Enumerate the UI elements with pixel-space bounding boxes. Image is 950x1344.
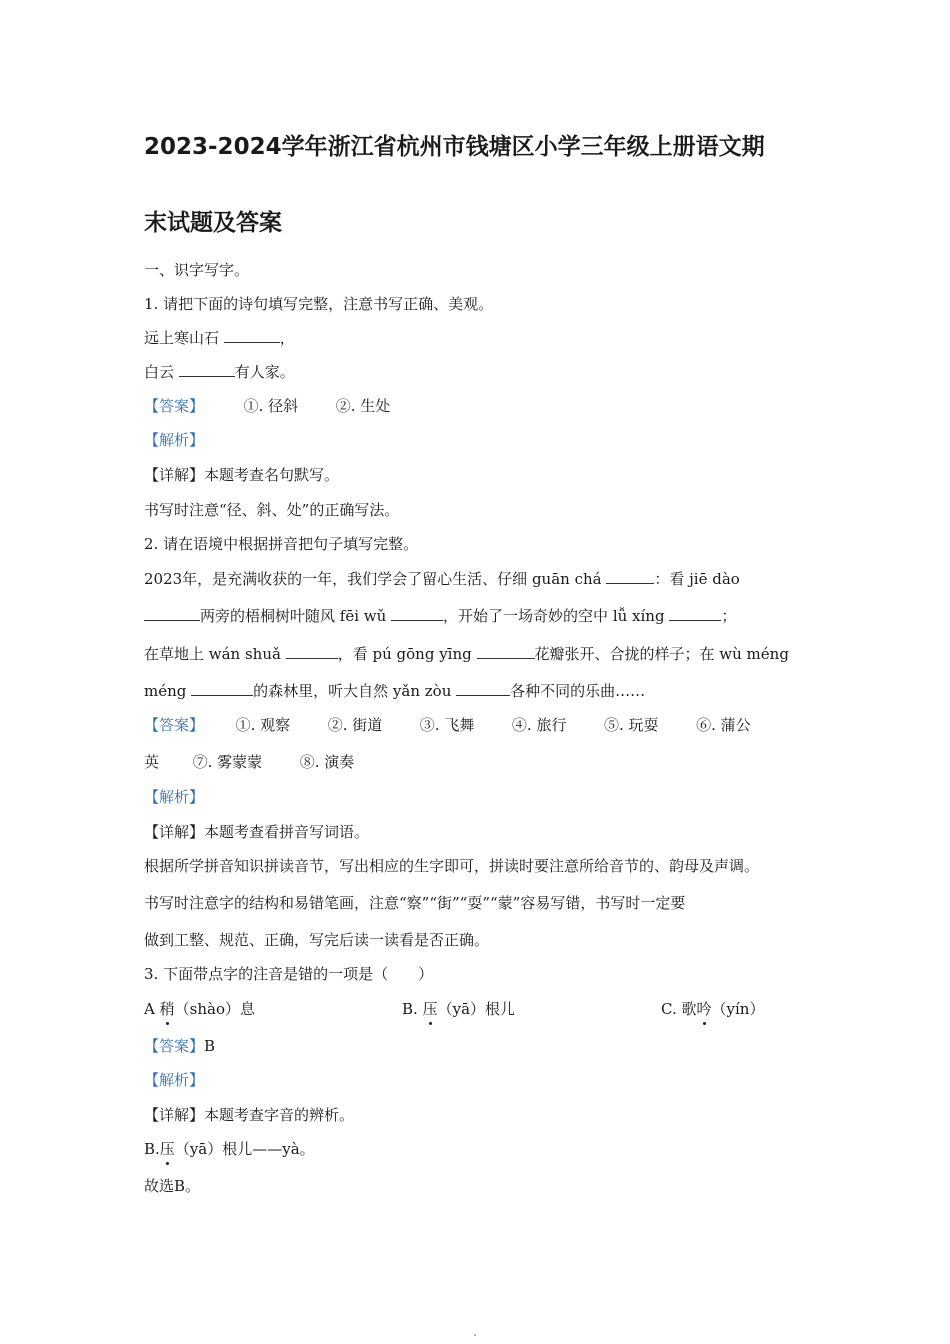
page-title-line-1: 2023-2024学年浙江省杭州市钱塘区小学三年级上册语文期 [144,134,765,160]
q1-blank-2 [179,362,235,377]
answer-tag: 【答案】 [144,1037,205,1055]
detail-tag: 【详解】 [144,823,205,841]
q1-poem-start-b: 白云 [144,363,175,381]
q2-answer-6: ⑥. 蒲公 [696,716,751,734]
q3-option-a-text: （shào）息 [174,1000,255,1018]
q2-explanation-1: 根据所学拼音知识拼读音节，写出相应的生字即可，拼读时要注意所给音节的、韵母及声调。 [144,857,760,875]
q1-prompt: 1. 请把下面的诗句填写完整，注意书写正确、美观。 [144,295,494,313]
q2-detail [144,822,812,842]
section-heading: 一、识字写字。 [144,261,250,279]
q2-prompt: 2. 请在语境中根据拼音把句子填写完整。 [144,535,419,553]
q2-text-3c: 花瓣张开、合拢的样子；在 wù méng [534,645,789,663]
q2-answer-6-cont: 英 [144,753,160,771]
footer-mark [474,1334,476,1336]
q2-blank-6 [477,644,535,659]
q1-note: 书写时注意“径、斜、处”的正确写法。 [144,501,400,519]
q3-prompt: 3. 下面带点字的注音是错的一项是（ ） [144,965,434,983]
q3-option-c[interactable] [661,999,764,1019]
q2-text-2a: 两旁的梧桐树叶随风 fēi wǔ [200,607,387,625]
q2-para-line-3 [144,644,812,664]
q2-text-4c: 各种不同的乐曲…… [510,682,646,700]
q3-option-c-label: C. [661,1000,677,1018]
q3-option-b-label: B. [402,1000,418,1018]
answer-tag: 【答案】 [144,397,205,415]
q3-option-c-text: （yín） [711,1000,765,1018]
q3-correction [144,1139,812,1159]
q2-text-3b: ，看 pú gōng yīng [337,645,472,663]
q3-analysis-tag: 【解析】 [144,1071,205,1089]
q3-answer [144,1036,812,1056]
q2-para-line-4 [144,681,812,701]
q2-answer-7: ⑦. 雾蒙蒙 [192,753,263,771]
q3-option-a-char: 稍 [159,1000,175,1018]
q2-answer-1: ①. 观察 [235,716,291,734]
q1-answer-2: ②. 生处 [335,397,391,415]
q1-answer-1: ①. 径斜 [243,397,299,415]
q1-poem-end-a: ， [279,329,295,347]
q2-text-1b: ：看 jiē dào [654,570,740,588]
q2-blank-3 [391,606,443,621]
q2-text-3a: 在草地上 wán shuǎ [144,645,281,663]
q3-answer-value: B [204,1037,216,1055]
q3-option-b-text: （yā）根儿 [437,1000,516,1018]
q1-blank-1 [224,328,280,343]
q3-detail [144,1105,812,1125]
q2-blank-5 [286,644,338,659]
q2-analysis-tag: 【解析】 [144,788,205,806]
q2-para-line-1 [144,569,812,589]
q1-detail-text: 本题考查名句默写。 [204,466,340,484]
q1-answer [144,396,812,416]
q2-answer [144,715,812,735]
q2-answer-2: ②. 街道 [327,716,383,734]
page-title-line-2: 末试题及答案 [144,210,282,236]
q2-answer-4: ④. 旅行 [511,716,567,734]
q3-correction-text: （yā）根儿——yà。 [174,1140,315,1158]
q3-option-a-label: A [144,1000,155,1018]
q2-blank-2 [144,606,200,621]
detail-tag: 【详解】 [144,1106,205,1124]
q3-detail-text: 本题考查字音的辨析。 [204,1106,355,1124]
q1-analysis-tag: 【解析】 [144,431,205,449]
q3-option-c-char: 吟 [696,1000,712,1018]
q2-answer-cont [144,752,812,772]
q3-conclusion: 故选B。 [144,1177,201,1195]
q2-explanation-2: 书写时注意字的结构和易错笔画，注意“察”“街”“耍”“蒙”容易写错，书写时一定要 [144,894,686,912]
q2-text-2c: ； [721,607,737,625]
q3-option-c-pre: 歌 [681,1000,697,1018]
detail-tag: 【详解】 [144,466,205,484]
q2-blank-1 [606,569,654,584]
q3-option-a[interactable] [144,999,255,1019]
q2-explanation-3: 做到工整、规范、正确，写完后读一读看是否正确。 [144,931,490,949]
q1-poem-text-a: 远上寒山石 [144,329,220,347]
q3-option-b-char: 压 [422,1000,438,1018]
q3-correction-char: 压 [159,1140,175,1158]
q2-text-2b: ，开始了一场奇妙的空中 lǚ xíng [443,607,665,625]
q2-text-1a: 2023年，是充满收获的一年，我们学会了留心生活、仔细 guān chá [144,570,602,588]
q2-detail-text: 本题考查看拼音写词语。 [204,823,370,841]
q2-answer-3: ③. 飞舞 [419,716,475,734]
q2-para-line-2 [144,606,812,626]
q2-blank-8 [456,681,510,696]
q1-poem-line-b [144,362,812,382]
q2-text-4a: méng [144,682,187,700]
q2-blank-7 [191,681,253,696]
q1-detail [144,465,812,485]
answer-tag: 【答案】 [144,716,205,734]
q1-poem-line-a [144,328,812,348]
q2-text-4b: 的森林里，听大自然 yǎn zòu [253,682,452,700]
q2-answer-8: ⑧. 演奏 [299,753,355,771]
q3-option-b[interactable] [402,999,515,1019]
q2-blank-4 [669,606,721,621]
q1-poem-end-b: 有人家。 [234,363,295,381]
q2-answer-5: ⑤. 玩耍 [604,716,659,734]
q3-correction-label: B. [144,1140,160,1158]
